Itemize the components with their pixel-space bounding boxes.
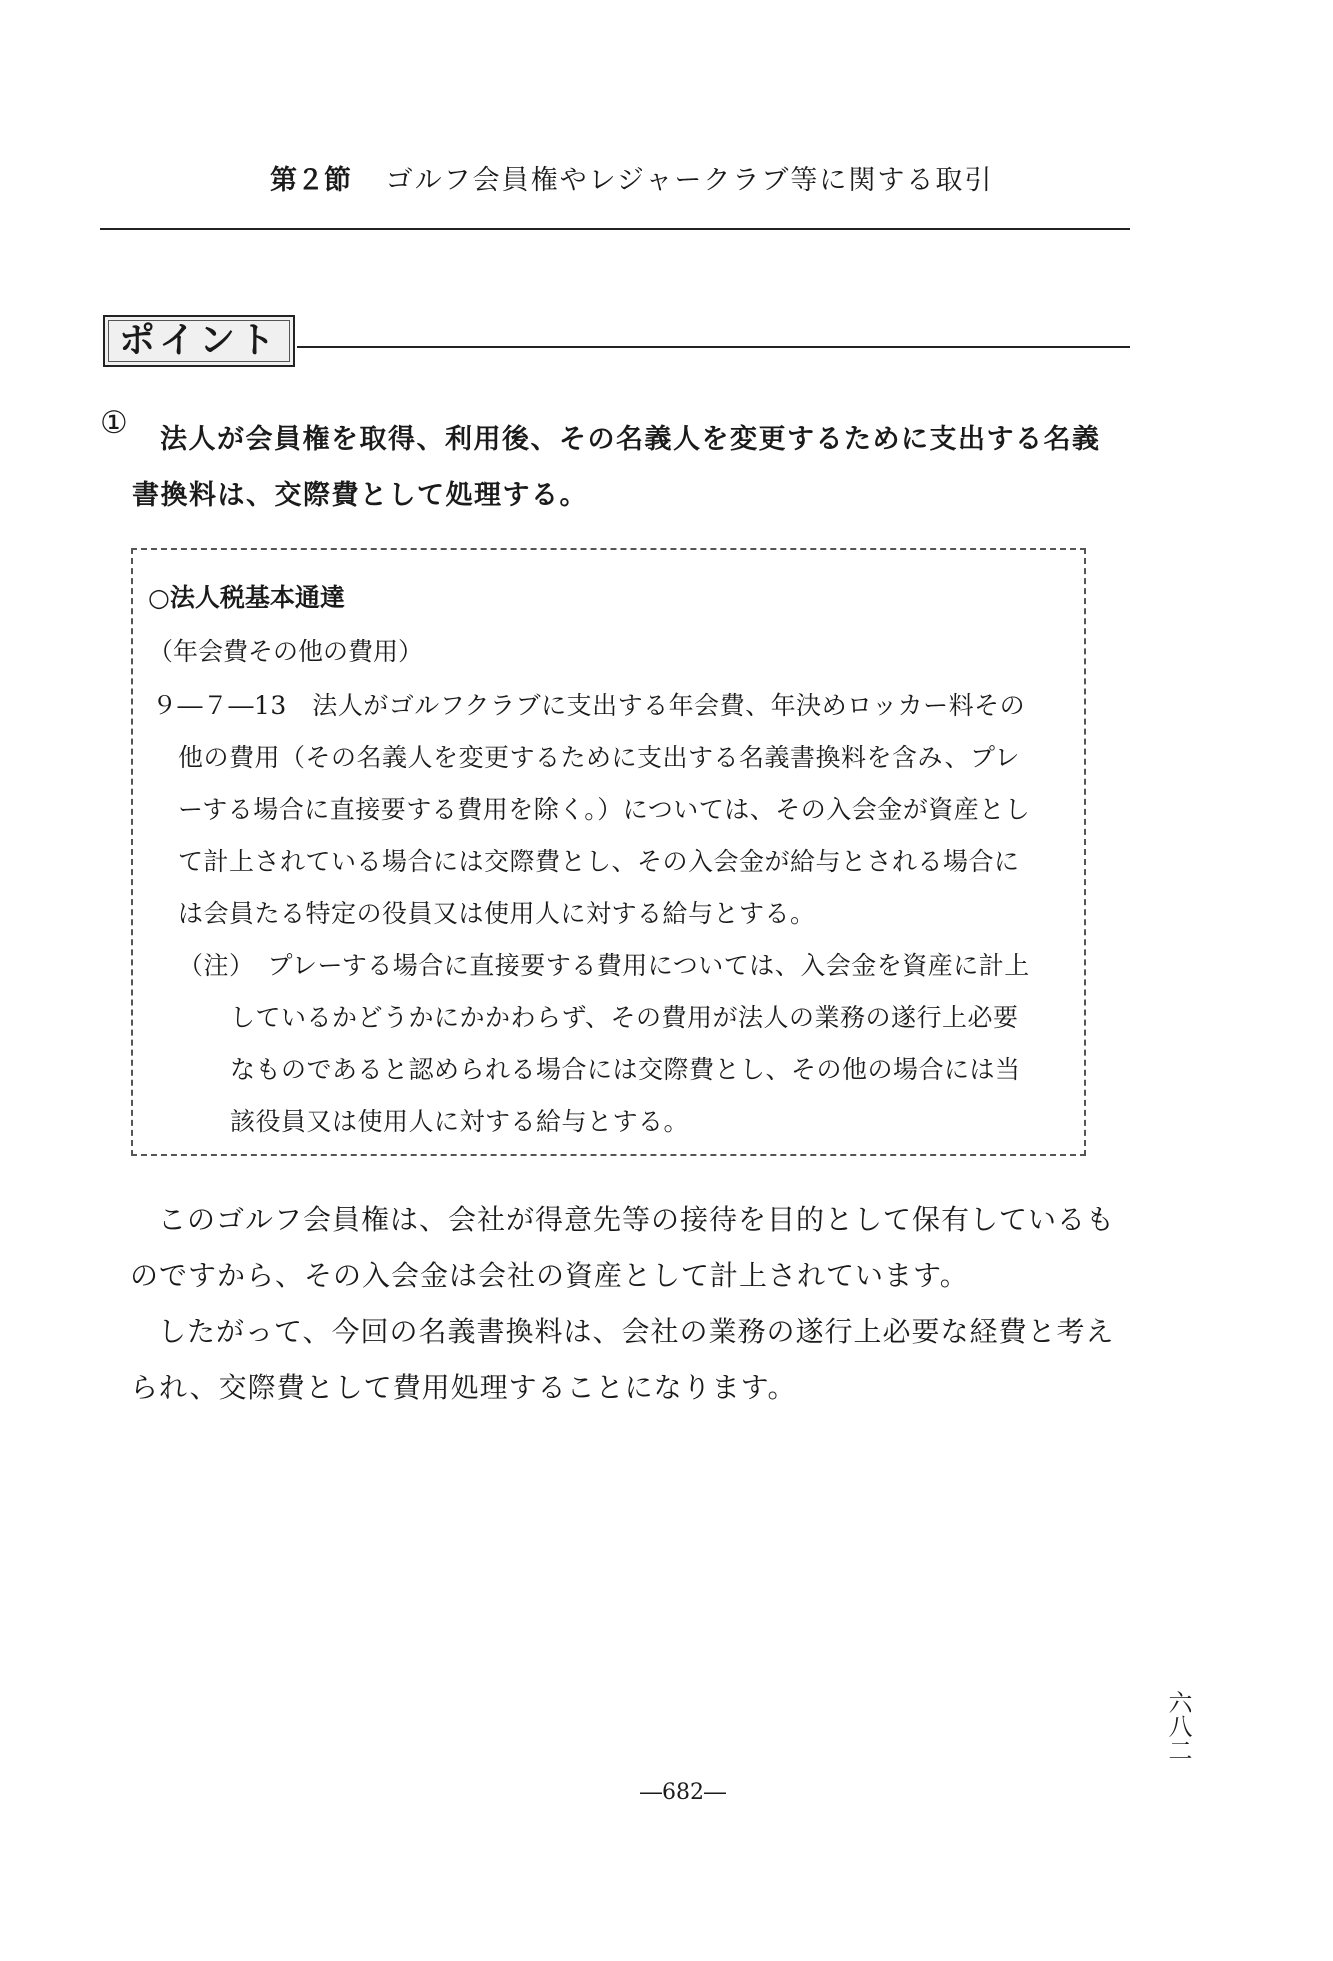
regulation-title: ○法人税基本通達 <box>148 583 345 612</box>
regulation-note-line: しているかどうかにかかわらず、その費用が法人の業務の遂行上必要 <box>230 1003 1019 1032</box>
section-title: ゴルフ会員権やレジャークラブ等に関する取引 <box>385 165 994 196</box>
body-paragraph-line: このゴルフ会員権は、会社が得意先等の接待を目的として保有しているも <box>158 1203 1116 1236</box>
section-number: 第２節 <box>270 165 351 196</box>
point-item-line-1: 法人が会員権を取得、利用後、その名義人を変更するために支出する名義 <box>160 424 1101 455</box>
point-divider <box>297 346 1130 348</box>
regulation-note-line: なものであると認められる場合には交際費とし、その他の場合には当 <box>230 1055 1021 1084</box>
regulation-subtitle: （年会費その他の費用） <box>148 637 424 666</box>
regulation-line: ９―７―13 法人がゴルフクラブに支出する年会費、年決めロッカー料その <box>152 691 1026 720</box>
point-item-line-2: 書換料は、交際費として処理する。 <box>132 480 588 511</box>
regulation-note: （注） プレーする場合に直接要する費用については、入会金を資産に計上 <box>178 951 1030 980</box>
body-paragraph-line: のですから、その入会金は会社の資産として計上されています。 <box>130 1259 969 1292</box>
regulation-line: て計上されている場合には交際費とし、その入会金が給与とされる場合に <box>178 847 1020 876</box>
body-paragraph-line: られ、交際費として費用処理することになります。 <box>130 1371 797 1404</box>
header-divider <box>100 228 1130 230</box>
regulation-line: ーする場合に直接要する費用を除く。）については、その入会金が資産とし <box>178 795 1031 824</box>
point-item-number: ① <box>100 405 128 441</box>
body-paragraph-line: したがって、今回の名義書換料は、会社の業務の遂行上必要な経費と考え <box>158 1315 1115 1348</box>
regulation-note-line: 該役員又は使用人に対する給与とする。 <box>230 1107 690 1136</box>
page-number: ―682― <box>640 1780 726 1805</box>
regulation-line: は会員たる特定の役員又は使用人に対する給与とする。 <box>178 899 816 928</box>
side-page-number: 六八二 <box>1164 1690 1192 1762</box>
section-header <box>270 158 1030 197</box>
regulation-line: 他の費用（その名義人を変更するために支出する名義書換料を含み、プレ <box>178 743 1021 772</box>
point-label: ポイント <box>103 315 295 367</box>
